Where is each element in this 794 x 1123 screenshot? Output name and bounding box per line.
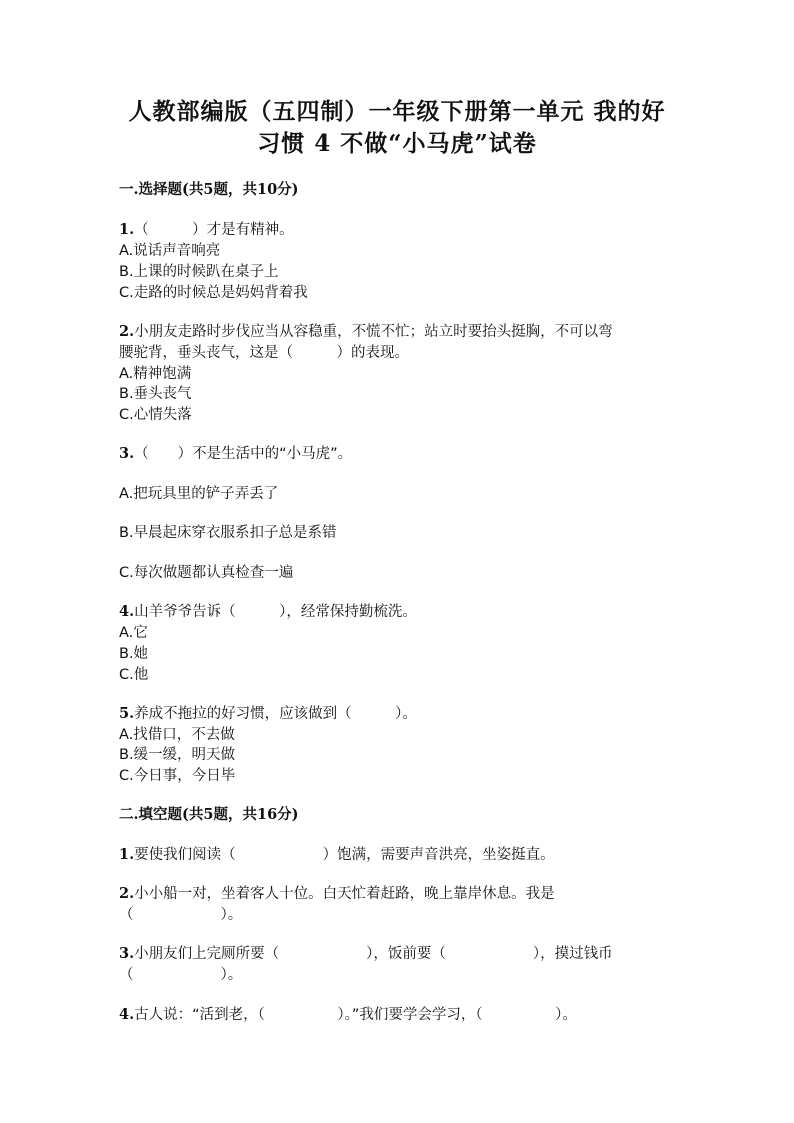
option-b: B.垂头丧气 <box>119 386 192 402</box>
option-a: A.精神饱满 <box>119 366 192 382</box>
question-stem: 3.小朋友们上完厕所要（ ），饭前要（ ），摸过钱币 <box>119 945 613 962</box>
question-stem-continued: （ ）。 <box>119 967 243 983</box>
question-stem: 2.小朋友走路时步伐应当从容稳重，不慌不忙；站立时要抬头挺胸，不可以弯 <box>119 323 613 340</box>
question-stem: 4.山羊爷爷告诉（ ），经常保持勤梳洗。 <box>119 603 417 620</box>
question-stem-continued: （ ）。 <box>119 907 243 923</box>
question-stem: 3.（ ）不是生活中的“小马虎”。 <box>119 445 353 462</box>
question-stem-continued: 腰驼背，垂头丧气，这是（ ）的表现。 <box>119 345 409 361</box>
page-title-line-2: 习惯 4 不做“小马虎”试卷 <box>257 130 537 157</box>
option-c: C.走路的时候总是妈妈背着我 <box>119 285 308 301</box>
section-heading-choice: 一.选择题(共5题，共10分) <box>119 181 299 198</box>
question-stem: 1.（ ）才是有精神。 <box>119 221 294 238</box>
question-stem: 2.小小船一对，坐着客人十位。白天忙着赶路，晚上靠岸休息。我是 <box>119 885 555 902</box>
option-c: C.心情失落 <box>119 407 192 423</box>
option-c: C.他 <box>119 667 149 683</box>
section-heading-fill-blank: 二.填空题(共5题，共16分) <box>119 806 299 823</box>
question-stem: 4.古人说：“活到老，（ ）。”我们要学会学习，（ ）。 <box>119 1006 577 1023</box>
option-a: A.它 <box>119 625 148 641</box>
option-a: A.把玩具里的铲子弄丢了 <box>119 486 279 502</box>
page-title-line-1: 人教部编版（五四制）一年级下册第一单元 我的好 <box>128 98 666 125</box>
question-stem: 5.养成不拖拉的好习惯，应该做到（ ）。 <box>119 705 417 722</box>
option-b: B.缓一缓，明天做 <box>119 747 236 763</box>
option-a: A.找借口，不去做 <box>119 727 235 743</box>
option-b: B.她 <box>119 646 149 662</box>
option-c: C.今日事，今日毕 <box>119 768 236 784</box>
option-b: B.早晨起床穿衣服系扣子总是系错 <box>119 525 337 541</box>
option-b: B.上课的时候趴在桌子上 <box>119 264 279 280</box>
option-c: C.每次做题都认真检查一遍 <box>119 565 294 581</box>
option-a: A.说话声音响亮 <box>119 243 221 259</box>
question-stem: 1.要使我们阅读（ ）饱满，需要声音洪亮，坐姿挺直。 <box>119 846 555 863</box>
